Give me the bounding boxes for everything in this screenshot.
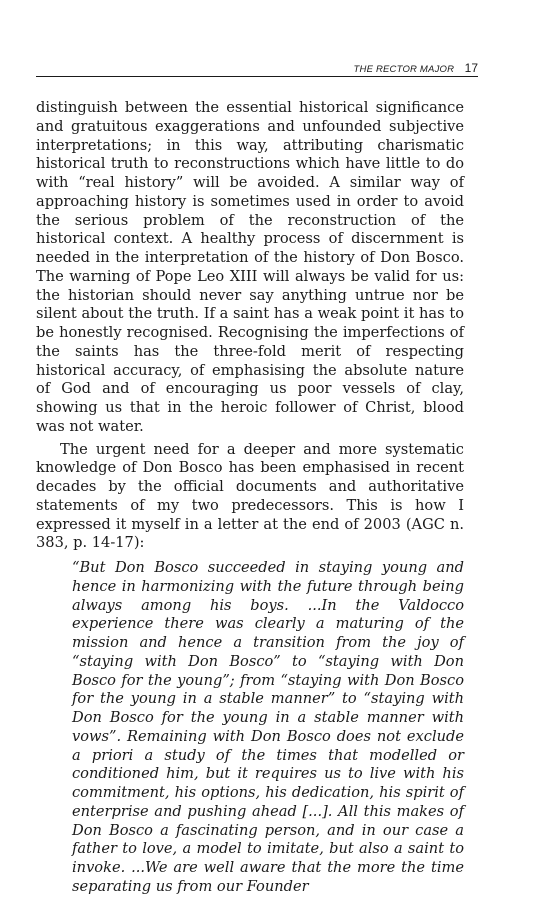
- body-paragraph-1: distinguish between the essential historical significance and gratuitous exaggerations and unfounded subjective interpretations; in this way, attributing charismatic historical truth to reconstructions which have little to do with “real history” will be avoided. A similar way of approaching history is sometimes used in order to avoid the serious problem of the reconstruction of the historical context. A healthy process of discernment is needed in the interpretation of the history of Don Bosco. The warning of Pope Leo XIII will always be valid for us: the historian should never say anything untrue nor be silent about the truth. If a saint has a weak point it has to be honestly recognised. Recognising the imperfections of the saints has the three-fold merit of respecting historical accuracy, of emphasising the absolute nature of God and of encouraging us poor vessels of clay, showing us that in the heroic follower of Christ, blood was not water.: [36, 99, 464, 435]
- running-header-title: THE RECTOR MAJOR: [353, 64, 455, 75]
- page-number: 17: [464, 61, 478, 75]
- body-paragraph-2: The urgent need for a deeper and more systematic knowledge of Don Bosco has been emphasised in recent decades by the official documents and authoritative statements of my two predecessors. This is how I expressed it myself in a letter at the end of 2003 (AGC n. 383, p. 14-17):: [36, 440, 464, 552]
- block-quote: “But Don Bosco succeeded in staying young and hence in harmonizing with the future through being always among his boys. ...In the Valdocco experience there was clearly a maturing of the mission and hence a transition from the joy of “staying with Don Bosco” to “staying with Don Bosco for the young”; from “staying with Don Bosco for the young in a stable manner” to “staying with Don Bosco for the young in a stable manner with vows”. Remaining with Don Bosco does not exclude a priori a study of the times that modelled or conditioned him, but it requires us to live with his commitment, his options, his dedication, his spirit of enterprise and pushing ahead [...]. All this makes of Don Bosco a fascinating person, and in our case a father to love, a model to imitate, but also a saint to invoke. ...We are well aware that the more the time separating us from our Founder: [72, 559, 464, 895]
- header-divider: [36, 76, 478, 77]
- running-header: [36, 59, 478, 77]
- body-text: [36, 99, 464, 897]
